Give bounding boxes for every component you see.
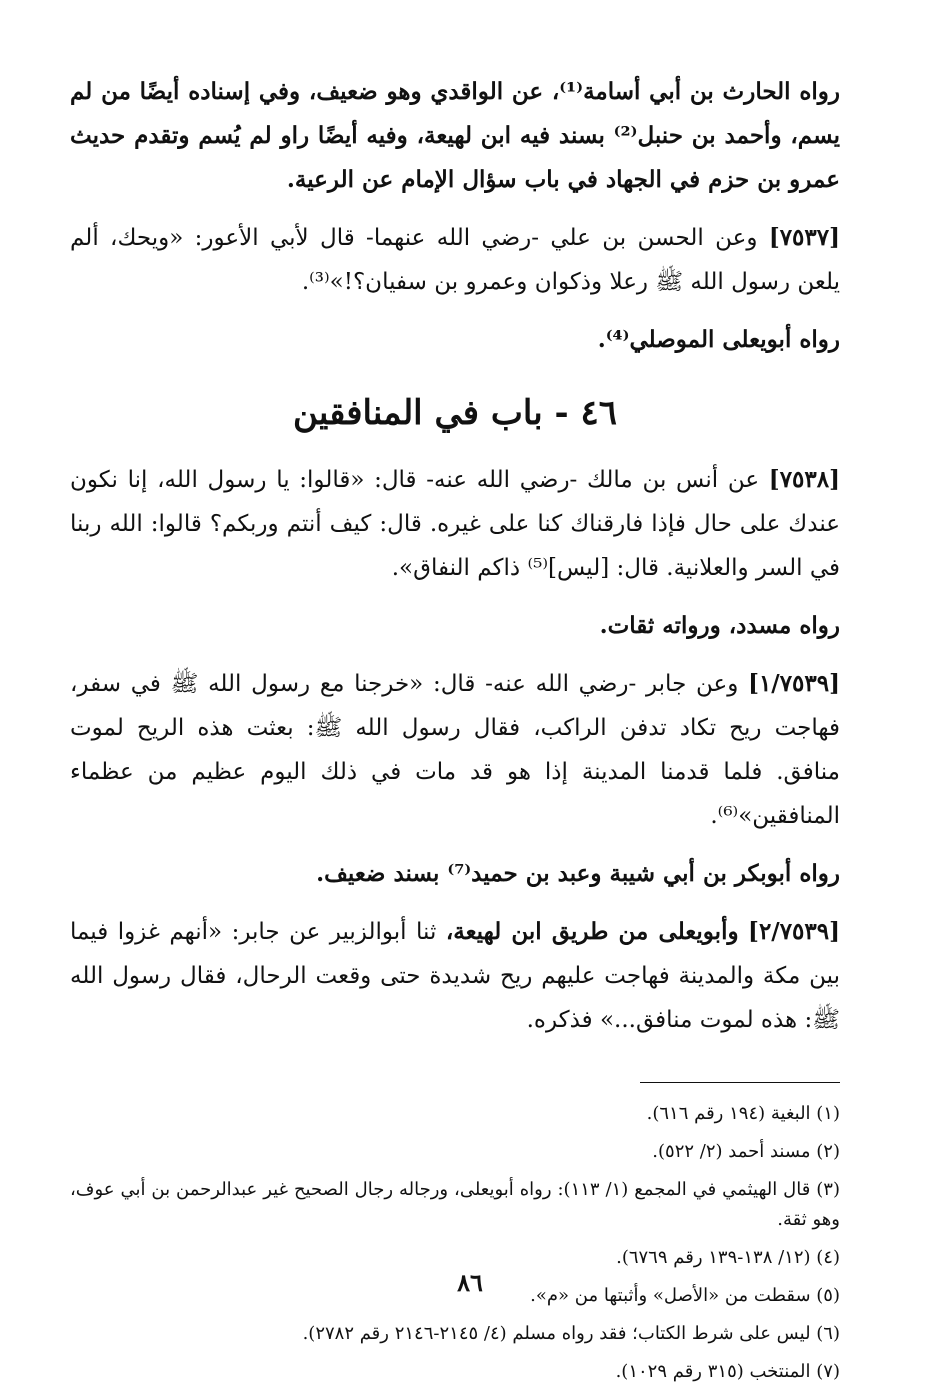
footnotes [70, 1099, 840, 1387]
footnote-3: (٣) قال الهيثمي في المجمع (١/ ١١٣): رواه أبويعلى، ورجاله رجال الصحيح غير عبدالرحمن بن أبي عوف، وهو ثقة. [70, 1179, 840, 1230]
footnote-1: (١) البغية (١٩٤ رقم ٦١٦). [646, 1103, 840, 1124]
hadith-number: [٧٥٣٨] [768, 466, 840, 493]
page-number: ٨٦ [457, 1268, 483, 1297]
hadith-number: [١/٧٥٣٩] [748, 670, 841, 697]
footnote-divider [640, 1082, 840, 1083]
footnote-6: (٦) ليس على شرط الكتاب؛ فقد رواه مسلم (٤/ ٢١٤٥-٢١٤٦ رقم ٢٧٨٢). [302, 1323, 840, 1344]
hadith-number: [٧٥٣٧] [768, 224, 841, 251]
hadith-text: ثنا أبوالزبير عن جابر: «أنهم غزوا فيما بين مكة والمدينة فهاجت عليهم ريح شديدة حتى وقعت الرحال، فقال رسول الله ﷺ: هذه لموت منافق...» فذكره. [70, 919, 840, 1033]
hadith-number: [٢/٧٥٣٩] [748, 918, 840, 945]
hadith-text: وعن جابر -رضي الله عنه- قال: «خرجنا مع رسول الله ﷺ في سفر، فهاجت ريح تكاد تدفن الراكب، فقال رسول الله ﷺ: بعثت هذه الريح لموت منافق. فلما قدمنا المدينة إذا هو قد مات في ذلك اليوم عظيم من عظماء المنافقين»⁽⁶⁾. [70, 671, 840, 829]
hadith-7538 [70, 458, 840, 590]
chapter-heading: ٤٦ - باب في المنافقين [292, 393, 618, 433]
footnote-5: (٥) سقطت من «الأصل» وأثبتها من «م». [530, 1285, 840, 1306]
footnote-7: (٧) المنتخب (٣١٥ رقم ١٠٢٩). [615, 1361, 840, 1382]
hadith-7539-1 [70, 662, 840, 838]
footnote-2: (٢) مسند أحمد (٢/ ٥٢٢). [652, 1141, 840, 1162]
hadith-lead: وأبويعلى من طريق ابن لهيعة، [445, 918, 739, 945]
hadith-7539-2 [70, 910, 840, 1042]
hadith-7537 [70, 216, 840, 304]
paragraph-abubakr: رواه أبوبكر بن أبي شيبة وعبد بن حميد⁽⁷⁾ بسند ضعيف. [316, 860, 840, 887]
hadith-text: وعن الحسن بن علي -رضي الله عنهما- قال لأبي الأعور: «ويحك، ألم يلعن رسول الله ﷺ رعلا وذكوان وعمرو بن سفيان؟!»⁽³⁾. [70, 225, 840, 295]
paragraph-harith: رواه الحارث بن أبي أسامة⁽¹⁾، عن الواقدي وهو ضعيف، وفي إسناده أيضًا من لم يسم، وأحمد بن حنبل⁽²⁾ بسند فيه ابن لهيعة، وفيه أيضًا راو لم يُسم وتقدم حديث عمرو بن حزم في الجهاد في باب سؤال الإمام عن الرعية. [70, 78, 840, 193]
hadith-text: عن أنس بن مالك -رضي الله عنه- قال: «قالوا: يا رسول الله، إنا نكون عندك على حال فإذا فارقناك كنا على غيره. قال: كيف أنتم وربكم؟ قالوا: الله ربنا في السر والعلانية. قال: [ليس]⁽⁵⁾ ذاكم النفاق». [70, 467, 840, 581]
page-body [70, 70, 840, 1395]
paragraph-abuyala: رواه أبويعلى الموصلي⁽⁴⁾. [597, 326, 840, 353]
footnote-4: (٤) (١٢/ ١٣٨-١٣٩ رقم ٦٧٦٩). [616, 1247, 840, 1268]
paragraph-musaddad: رواه مسدد، ورواته ثقات. [599, 612, 840, 639]
